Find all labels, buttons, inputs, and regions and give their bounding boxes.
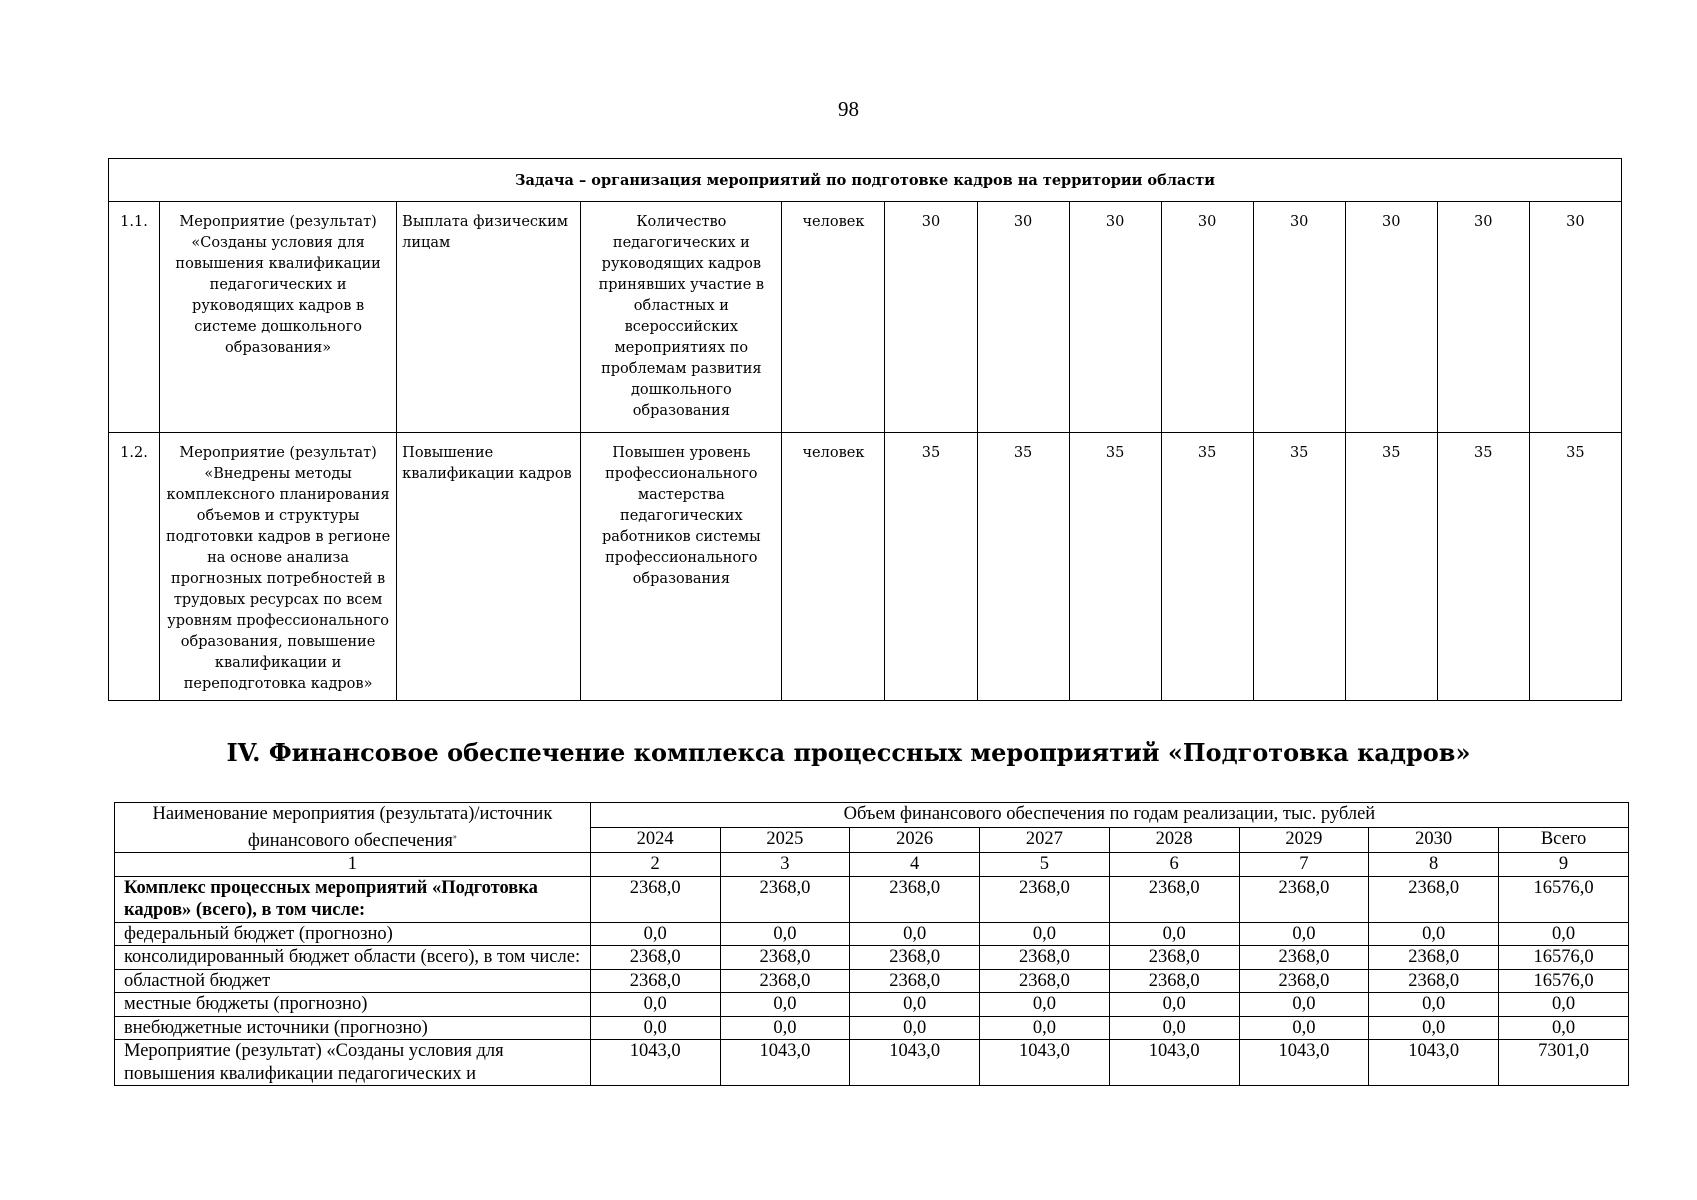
row-number: 1.2. (109, 433, 160, 701)
value-cell: 30 (1345, 202, 1437, 433)
column-number: 2 (590, 853, 720, 877)
amount-cell: 2368,0 (1239, 969, 1369, 993)
total-header: Всего (1499, 828, 1629, 853)
value-cell: 30 (1161, 202, 1253, 433)
amount-cell: 2368,0 (1369, 946, 1499, 970)
amount-cell: 2368,0 (1369, 876, 1499, 922)
amount-cell: 0,0 (1239, 993, 1369, 1017)
source-name: Мероприятие (результат) «Созданы условия для повышения квалификации педагогических и (115, 1040, 591, 1086)
column-number: 9 (1499, 853, 1629, 877)
column-number: 3 (720, 853, 850, 877)
table-row (115, 876, 1629, 922)
amount-cell: 0,0 (1239, 1016, 1369, 1040)
amount-cell: 1043,0 (980, 1040, 1110, 1086)
source-name: федеральный бюджет (прогнозно) (115, 922, 591, 946)
value-cell: 30 (1253, 202, 1345, 433)
amount-cell: 0,0 (1109, 1016, 1239, 1040)
amount-cell: 1043,0 (850, 1040, 980, 1086)
amount-cell: 2368,0 (1369, 969, 1499, 993)
amount-cell: 1043,0 (1109, 1040, 1239, 1086)
table-row (109, 433, 1622, 701)
total-cell: 16576,0 (1499, 946, 1629, 970)
year-header: 2029 (1239, 828, 1369, 853)
amount-cell: 1043,0 (1239, 1040, 1369, 1086)
amount-cell: 1043,0 (590, 1040, 720, 1086)
event-type: Повышение квалификации кадров (397, 433, 581, 701)
column-numbers-row (115, 853, 1629, 877)
table-row (115, 993, 1629, 1017)
amount-cell: 2368,0 (1109, 876, 1239, 922)
amount-cell: 0,0 (720, 922, 850, 946)
value-cell: 30 (1437, 202, 1529, 433)
amount-cell: 0,0 (850, 1016, 980, 1040)
amount-cell: 2368,0 (720, 876, 850, 922)
header-name-cell (115, 803, 591, 853)
task-table (108, 158, 1622, 701)
row-number: 1.1. (109, 202, 160, 433)
amount-cell: 2368,0 (1109, 946, 1239, 970)
unit: человек (782, 433, 885, 701)
source-name: внебюджетные источники (прогнозно) (115, 1016, 591, 1040)
amount-cell: 2368,0 (980, 876, 1110, 922)
amount-cell: 2368,0 (850, 876, 980, 922)
total-cell: 16576,0 (1499, 969, 1629, 993)
source-name: Комплекс процессных мероприятий «Подготовка кадров» (всего), в том числе: (115, 876, 591, 922)
header-volume: Объем финансового обеспечения по годам реализации, тыс. рублей (590, 803, 1628, 828)
section-heading: IV. Финансовое обеспечение комплекса процессных мероприятий «Подготовка кадров» (226, 738, 1471, 767)
amount-cell: 0,0 (980, 1016, 1110, 1040)
amount-cell: 0,0 (1239, 922, 1369, 946)
value-cell: 35 (1529, 433, 1621, 701)
value-cell: 30 (1069, 202, 1161, 433)
amount-cell: 2368,0 (1239, 876, 1369, 922)
amount-cell: 2368,0 (590, 876, 720, 922)
event-type: Выплата физическим лицам (397, 202, 581, 433)
footnote-mark: » (452, 831, 457, 841)
total-cell: 0,0 (1499, 922, 1629, 946)
total-cell: 16576,0 (1499, 876, 1629, 922)
table-row (115, 1040, 1629, 1086)
value-cell: 35 (1069, 433, 1161, 701)
column-number: 1 (115, 853, 591, 877)
indicator-name: Повышен уровень профессионального мастерства педагогических работников системы профессионального образования (581, 433, 782, 701)
amount-cell: 0,0 (850, 922, 980, 946)
column-number: 5 (980, 853, 1110, 877)
amount-cell: 0,0 (1369, 1016, 1499, 1040)
total-cell: 7301,0 (1499, 1040, 1629, 1086)
header-row (115, 803, 1629, 828)
value-cell: 30 (885, 202, 977, 433)
total-cell: 0,0 (1499, 993, 1629, 1017)
value-cell: 35 (1161, 433, 1253, 701)
year-header: 2024 (590, 828, 720, 853)
amount-cell: 2368,0 (980, 946, 1110, 970)
table-row (109, 202, 1622, 433)
table-row (115, 922, 1629, 946)
event-name: Мероприятие (результат) «Внедрены методы комплексного планирования объемов и структуры подготовки кадров в регионе на основе анализа прогнозных потребностей в трудовых ресурсах по всем уровням профессионального образования, повышение квалификации и переподготовка кадров» (160, 433, 397, 701)
value-cell: 35 (885, 433, 977, 701)
amount-cell: 0,0 (590, 993, 720, 1017)
value-cell: 35 (1253, 433, 1345, 701)
source-name: местные бюджеты (прогнозно) (115, 993, 591, 1017)
value-cell: 35 (1437, 433, 1529, 701)
amount-cell: 0,0 (720, 993, 850, 1017)
page-number: 98 (838, 97, 859, 121)
source-name: консолидированный бюджет области (всего), в том числе: (115, 946, 591, 970)
amount-cell: 1043,0 (1369, 1040, 1499, 1086)
header-name: Наименование мероприятия (результата)/источник финансового обеспечения (152, 804, 553, 851)
year-header: 2028 (1109, 828, 1239, 853)
column-number: 8 (1369, 853, 1499, 877)
value-cell: 30 (1529, 202, 1621, 433)
source-name: областной бюджет (115, 969, 591, 993)
table-row (115, 1016, 1629, 1040)
amount-cell: 2368,0 (1109, 969, 1239, 993)
column-number: 6 (1109, 853, 1239, 877)
table-row (115, 946, 1629, 970)
amount-cell: 0,0 (980, 922, 1110, 946)
value-cell: 30 (977, 202, 1069, 433)
amount-cell: 2368,0 (850, 969, 980, 993)
amount-cell: 0,0 (1369, 993, 1499, 1017)
amount-cell: 0,0 (590, 1016, 720, 1040)
value-cell: 35 (977, 433, 1069, 701)
year-header: 2027 (980, 828, 1110, 853)
column-number: 4 (850, 853, 980, 877)
finance-table (114, 802, 1629, 1086)
column-number: 7 (1239, 853, 1369, 877)
amount-cell: 2368,0 (980, 969, 1110, 993)
amount-cell: 2368,0 (590, 946, 720, 970)
total-cell: 0,0 (1499, 1016, 1629, 1040)
event-name: Мероприятие (результат) «Созданы условия для повышения квалификации педагогических и руководящих кадров в системе дошкольного образования» (160, 202, 397, 433)
year-header: 2030 (1369, 828, 1499, 853)
year-header: 2025 (720, 828, 850, 853)
amount-cell: 1043,0 (720, 1040, 850, 1086)
amount-cell: 2368,0 (720, 946, 850, 970)
task-title: Задача – организация мероприятий по подготовке кадров на территории области (109, 159, 1622, 202)
amount-cell: 0,0 (1369, 922, 1499, 946)
table-row (115, 969, 1629, 993)
amount-cell: 0,0 (850, 993, 980, 1017)
task-title-row (109, 159, 1622, 202)
amount-cell: 2368,0 (720, 969, 850, 993)
amount-cell: 2368,0 (590, 969, 720, 993)
indicator-name: Количество педагогических и руководящих кадров принявших участие в областных и всероссийских мероприятиях по проблемам развития дошкольного образования (581, 202, 782, 433)
unit: человек (782, 202, 885, 433)
amount-cell: 0,0 (1109, 922, 1239, 946)
finance-body (115, 876, 1629, 1086)
amount-cell: 0,0 (1109, 993, 1239, 1017)
amount-cell: 0,0 (980, 993, 1110, 1017)
amount-cell: 2368,0 (850, 946, 980, 970)
amount-cell: 2368,0 (1239, 946, 1369, 970)
amount-cell: 0,0 (720, 1016, 850, 1040)
amount-cell: 0,0 (590, 922, 720, 946)
year-header: 2026 (850, 828, 980, 853)
value-cell: 35 (1345, 433, 1437, 701)
